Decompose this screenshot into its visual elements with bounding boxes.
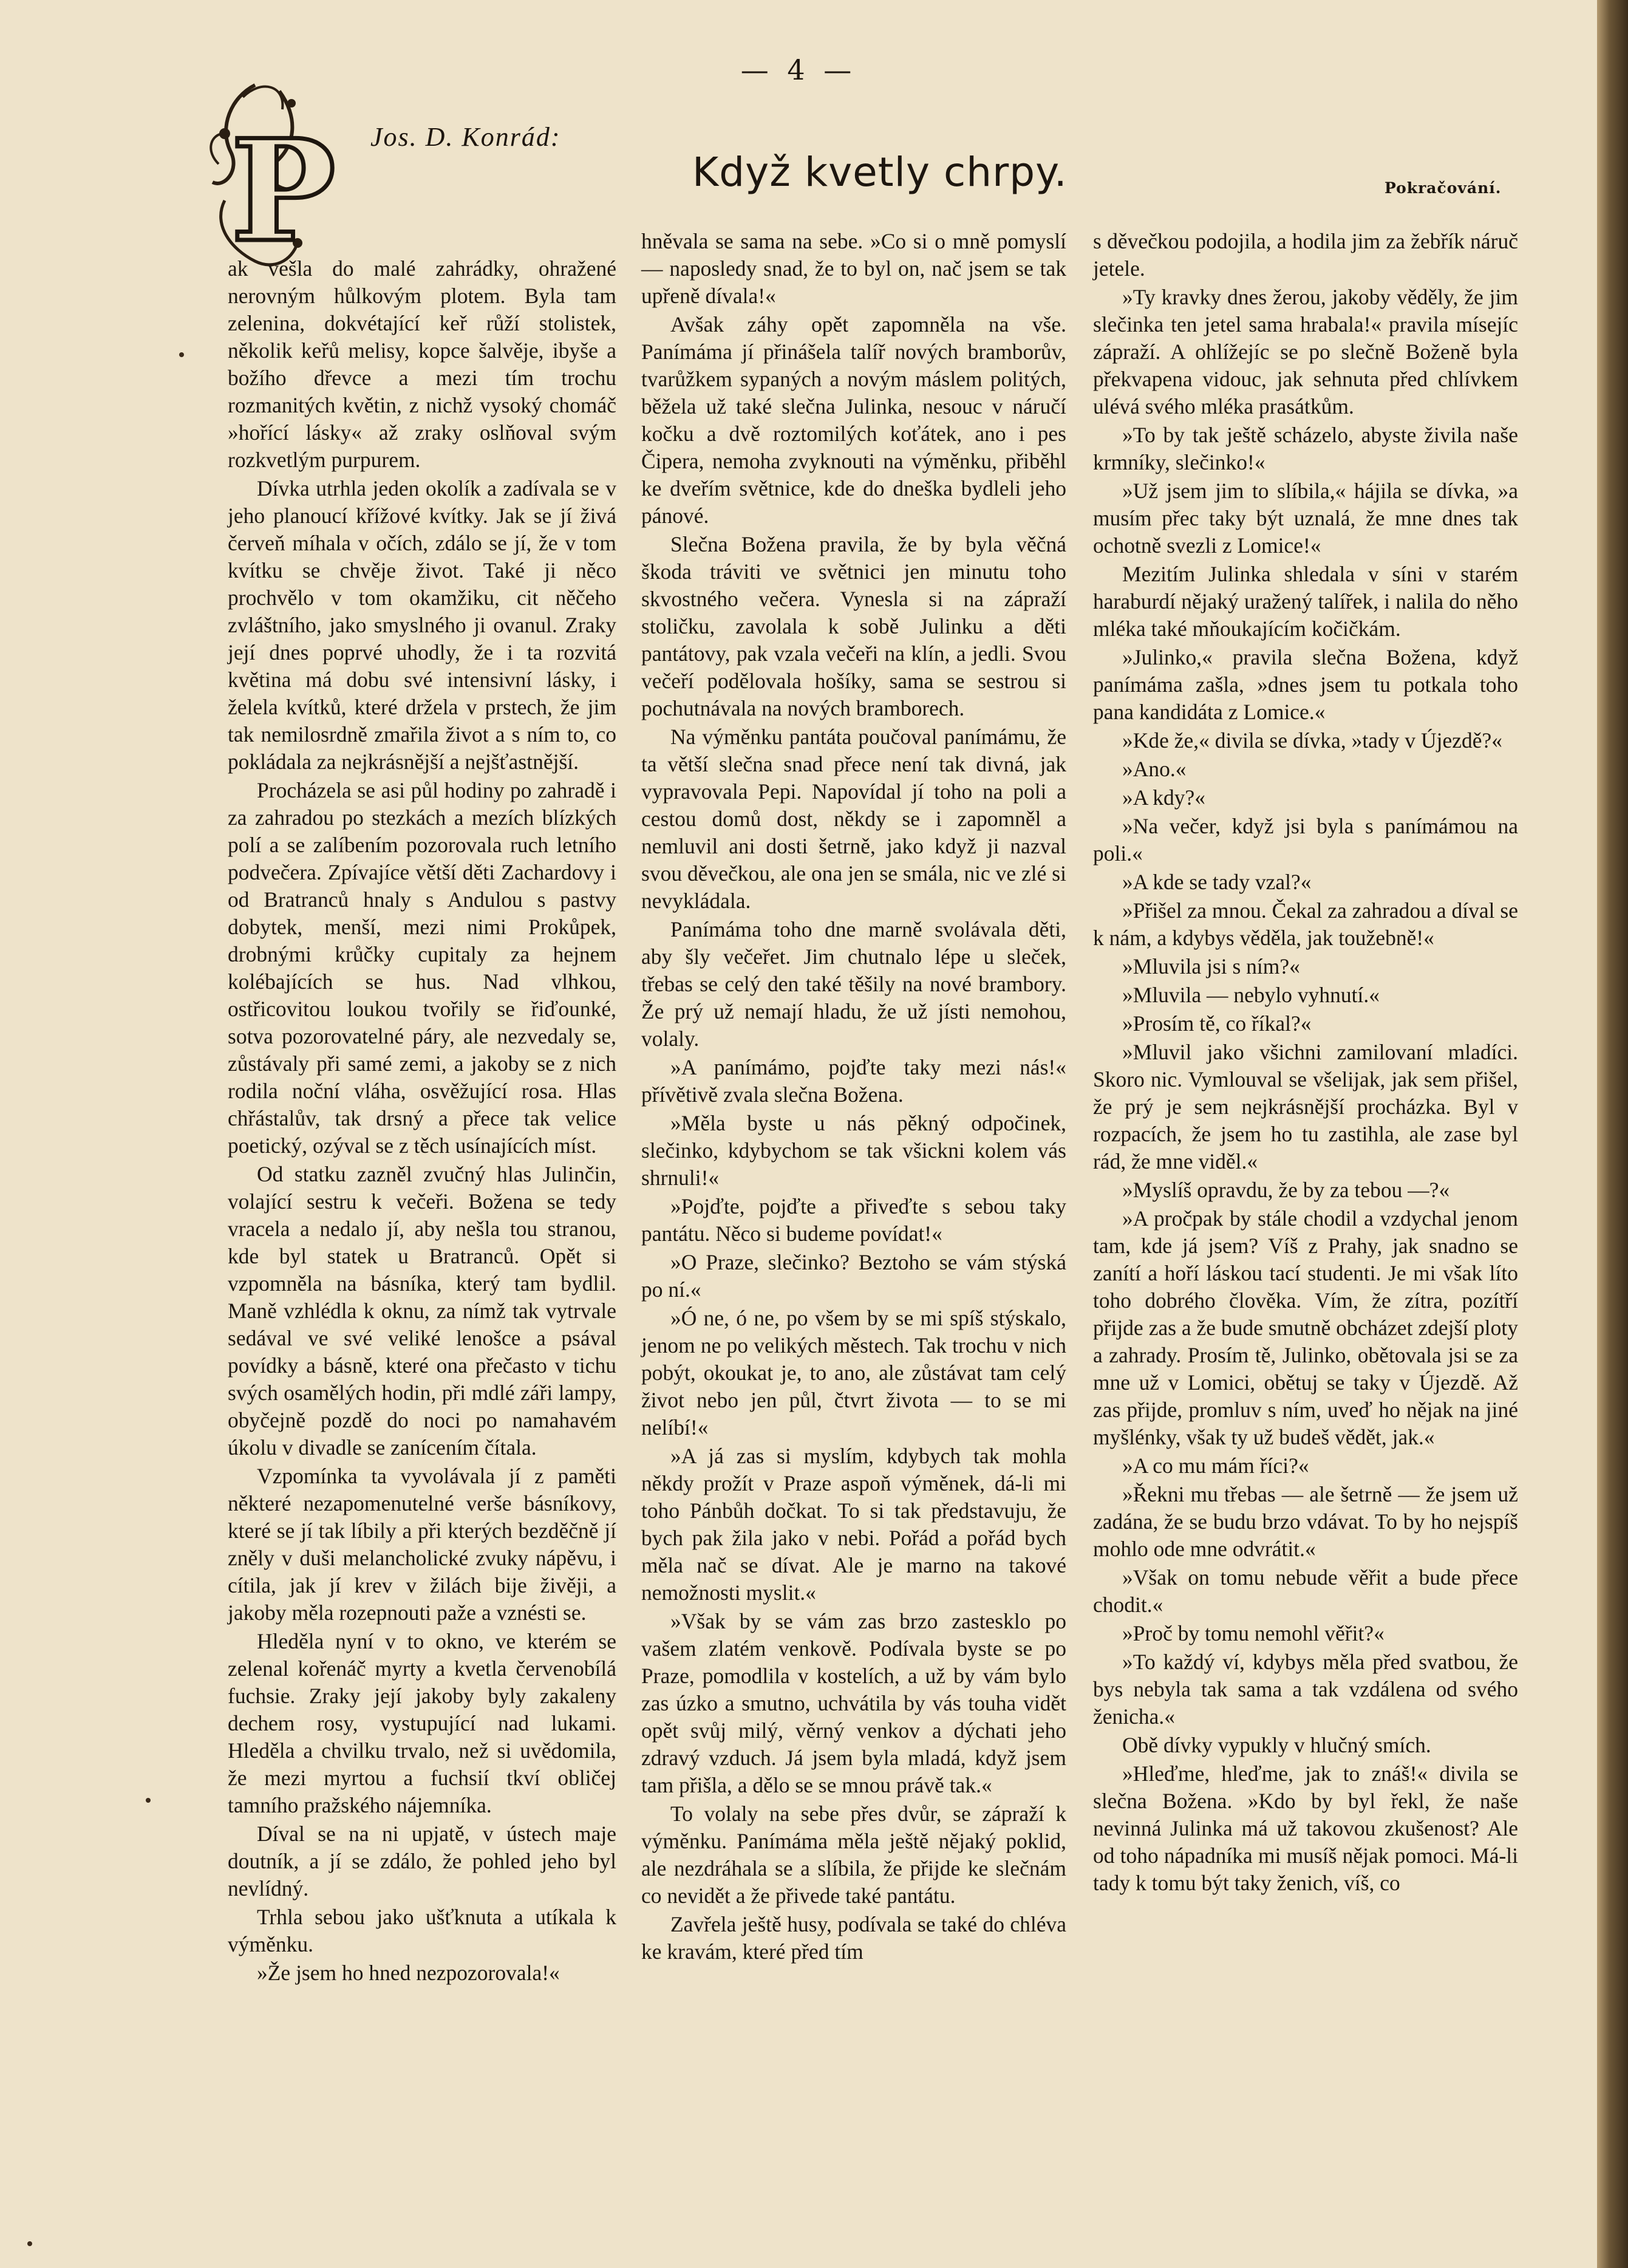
paragraph: »To každý ví, kdybys měla před svatbou, že bys nebyla tak sama a tak vzdálena od svého ženicha.«	[1093, 1650, 1518, 1729]
paragraph: Od statku zazněl zvučný hlas Julinčin, volající sestru k večeři. Božena se tedy vracela a nedalo jí, aby nešla tou stranou, kde byl statek u Bratranců. Opět si vzpomněla na básníka, který tam bydlil. Maně vzhlédla k oknu, za nímž tak vytrvale sedával ve své veliké lenošce a psával povídky a básně, které ona přečasto v tichu svých osamělých hodin, při mdlé záři lampy, obyčejně pozdě do noci po namahavém úkolu v divadle se zanícením čítala.	[228, 1162, 616, 1460]
drop-cap-letter: P	[231, 109, 336, 273]
paragraph: Avšak záhy opět zapomněla na vše. Panímáma jí přinášela talíř nových bramborův, tvarůžkem sypaných a novým máslem politých, běžela už také slečna Julinka, nesouc v náručí kočku a dvě roztomilých koťátek, ano i pes Čipera, nemoha zvyknouti na výměnku, přiběhl ke dveřím světnice, kde do dneška bydleli jeho pánové.	[641, 312, 1066, 528]
paragraph: »Prosím tě, co říkal?«	[1122, 1011, 1312, 1036]
paragraph: Díval se na ni upjatě, v ústech maje doutník, a jí se zdálo, že pohled jeho byl nevlídný.	[228, 1822, 616, 1901]
paragraph: »Řekni mu třebas — ale šetrně — že jsem už zadána, že se budu brzo vdávat. To by ho nejspíš mohlo ode mne odvrátit.«	[1093, 1482, 1518, 1561]
paragraph: »O Praze, slečinko? Beztoho se vám stýská po ní.«	[641, 1250, 1066, 1302]
paragraph: hněvala se sama na sebe. »Co si o mně pomyslí — naposledy snad, že to byl on, nač jsem se tak upřeně dívala!«	[641, 229, 1066, 308]
paragraph: Zavřela ještě husy, podívala se také do chléva ke kravám, které před tím	[641, 1912, 1066, 1964]
paragraph: Slečna Božena pravila, že by byla věčná škoda tráviti ve světnici jen minutu toho skvostného večera. Vynesla si na zápraží stoličku, zavolala k sobě Julinku a děti pantátovy, pak vzala večeři na klín, a jedli. Svou večeří podělovala hošíky, sama se sestrou si pochutnávala na nových bramborech.	[641, 532, 1066, 720]
paragraph: Dívka utrhla jeden okolík a zadívala se v jeho planoucí křížové kvítky. Jak se jí živá červeň míhala v očích, zdálo se jí, že v tom kvítku se chvěje život. Také ji něco prochvělo v tom okamžiku, cit něčeho zvláštního, jako smyslného ji ovanul. Zraky její dnes poprvé uhodly, že i ta rozvitá květina má dobu své intensivní lásky, i želela kvítků, které držela v prstech, že jim tak nemilosrdně zmařila život a s ním to, co pokládala za nejkrásnější a nejšťastnější.	[228, 476, 616, 774]
paragraph: »Proč by tomu nemohl věřit?«	[1122, 1621, 1384, 1645]
paragraph: »To by tak ještě scházelo, abyste živila naše krmníky, slečinko!«	[1093, 423, 1518, 474]
paragraph: Obě dívky vypukly v hlučný smích.	[1122, 1733, 1431, 1757]
paragraph: »A já zas si myslím, kdybych tak mohla někdy prožít v Praze aspoň výměnek, dá-li mi toho Pánbůh dočkat. To si tak představuju, že bych pak žila jako v nebi. Pořád a pořád bych měla nač se dívat. Ale je marno na takové nemožnosti myslit.«	[641, 1444, 1066, 1605]
ornamental-initial-icon	[206, 79, 336, 279]
paragraph: Na výměnku pantáta poučoval panímámu, že ta větší slečna snad přece není tak divná, jak vypravovala Pepi. Napovídal jí toho na poli a cestou domů dost, někdy se i zapomněl a nemluvil ani dosti šetrně, jako když ji nazval svou děvečkou, ale ona jen se smála, nic ve zlé si nevykládala.	[641, 725, 1066, 913]
book-spine-edge	[1597, 0, 1628, 2268]
paragraph: Mezitím Julinka shledala v síni v starém haraburdí nějaký uražený talířek, i nalila do něho mléka také mňoukajícím kočičkám.	[1093, 562, 1518, 641]
paragraph: »A pročpak by stále chodil a vzdychal jenom tam, kde já jsem? Víš z Prahy, jak snadno se zanítí a hoří láskou tací studenti. Je mi však líto toho dobrého člověka. Vím, že zítra, pozítří přijde zas a že bude smutně obcházet zdejší ploty a zahrady. Prosím tě, Julinko, obětovala jsi se za mne už v Lomici, obětuj se taky v Újezdě. Až zas přijde, promluv s ním, uveď ho nějak na jiné myšlénky, však ty už budeš vědět, jak.«	[1093, 1206, 1518, 1449]
paragraph: Procházela se asi půl hodiny po zahradě i za zahradou po stezkách a mezích blízkých polí a se zalíbením pozorovala ruch letního podvečera. Zpívajíce větší děti Zachardovy i od Bratranců hnaly s Andulou s pastvy dobytek, menší, mezi nimi Prokůpek, drobnými krůčky cupitaly za hejnem kolébajících se hus. Nad vlhkou, ostřicovitou loukou tvořily se řiďounké, sotva pozorovatelné páry, ale nezvedaly se, zůstávaly při samé zemi, a jakoby se z nich rodila noční vláha, osvěžující rosa. Hlas chřástalův, tak drsný a přece tak velice poetický, ozýval se z těch usínajících míst.	[228, 778, 616, 1158]
author-byline: Jos. D. Konrád:	[370, 122, 561, 152]
paragraph: To volaly na sebe přes dvůr, se zápraží k výměnku. Panímáma měla ještě nějaký poklid, ale nezdráhala se a slíbila, že přijde ke slečnám co nevidět a že přivede také pantátu.	[641, 1802, 1066, 1908]
page-number: — 4 —	[740, 53, 857, 86]
article-title: Když kvetly chrpy.	[692, 149, 1068, 196]
paragraph: »Mluvila — nebylo vyhnutí.«	[1122, 983, 1380, 1007]
paragraph: »Už jsem jim to slíbila,« hájila se dívka, »a musím přec taky být uznalá, že mne dnes tak ochotně svezli z Lomice!«	[1093, 479, 1518, 558]
paragraph: ak vešla do malé zahrádky, ohražené nerovným hůlkovým plotem. Byla tam zelenina, dokvétající keř růží stolistek, několik keřů melisy, kopce šalvěje, ibyše a božího dřevce a mezi tím trochu rozmanitých květin, z nichž vysoký chomáč »hořící lásky« až zraky oslňoval svým rozkvetlým purpurem.	[228, 256, 616, 472]
text-column-3	[1093, 228, 1518, 1898]
paragraph: »Mluvil jako všichni zamilovaní mladíci. Skoro nic. Vymlouval se všelijak, jak sem přišel, že prý je sem nejkrásnější procházka. Byl v rozpacích, že jsem ho tu zastihla, ale zase byl rád, že mne viděl.«	[1093, 1040, 1518, 1173]
paragraph: »A panímámo, pojďte taky mezi nás!« přívětivě zvala slečna Božena.	[641, 1055, 1066, 1107]
ink-speck	[146, 1798, 151, 1803]
paragraph: »Myslíš opravdu, že by za tebou —?«	[1122, 1178, 1450, 1202]
paragraph: »Ó ne, ó ne, po všem by se mi spíš stýskalo, jenom ne po velikých městech. Tak trochu v nich pobýt, okoukat je, to ano, ale zůstávat tam celý život nebo jen půl, čtvrt života — to se mi nelíbí!«	[641, 1306, 1066, 1440]
paragraph: Trhla sebou jako ušťknuta a utíkala k výměnku.	[228, 1905, 616, 1956]
paragraph: »Přišel za mnou. Čekal za zahradou a díval se k nám, a kdybys věděla, jak toužebně!«	[1093, 898, 1518, 950]
paragraph: »A kdy?«	[1122, 785, 1206, 810]
continuation-note: Pokračování.	[1384, 179, 1502, 197]
paragraph: »Však on tomu nebude věřit a bude přece chodit.«	[1093, 1565, 1518, 1617]
paragraph: s děvečkou podojila, a hodila jim za žebřík náruč jetele.	[1093, 229, 1518, 281]
paragraph: »Že jsem ho hned nezpozorovala!«	[257, 1961, 560, 1985]
paragraph: »Však by se vám zas brzo zastesklo po vašem zlatém venkově. Podívala byste se po Praze, pomodlila v kostelích, a už by vám bylo zas úzko a smutno, uchvátila by vás touha vidět opět svůj milý, věrný venkov a dýchati jeho zdravý vzduch. Já jsem byla mladá, když jsem tam přišla, a dělo se se mnou právě tak.«	[641, 1609, 1066, 1797]
ink-speck	[179, 352, 184, 357]
paragraph: »Mluvila jsi s ním?«	[1122, 954, 1300, 979]
paragraph: »Hleďme, hleďme, jak to znáš!« divila se slečna Božena. »Kdo by byl řekl, že naše nevinná Julinka má už takovou zkušenost? Ale od toho nápadníka mi musíš nějak pomoci. Má-li tady k tomu být taky ženich, víš, co	[1093, 1761, 1518, 1895]
paragraph: »A kde se tady vzal?«	[1122, 870, 1312, 894]
paragraph: »Na večer, když jsi byla s panímámou na poli.«	[1093, 814, 1518, 866]
ink-speck	[27, 2241, 32, 2246]
paragraph: »Kde že,« divila se dívka, »tady v Újezdě?«	[1122, 728, 1502, 753]
paragraph: »Ano.«	[1122, 757, 1187, 781]
paragraph: »Julinko,« pravila slečna Božena, když panímáma zašla, »dnes jsem tu potkala toho pana kandidáta z Lomice.«	[1093, 645, 1518, 724]
paragraph: Panímáma toho dne marně svolávala děti, aby šly večeřet. Jim chutnalo lépe u sleček, třebas se celý den také těšily na nové brambory. Že prý už nemají hladu, že už jísti nemohou, volaly.	[641, 917, 1066, 1051]
paragraph: Vzpomínka ta vyvolávala jí z paměti některé nezapomenutelné verše básníkovy, které se jí tak líbily a při kterých bezděčně jí zněly v duši melancholické zvuky nápěvu, i cítila, jak jí krev v žilách bije živěji, a jakoby měla rozepnouti paže a vznésti se.	[228, 1464, 616, 1625]
paragraph: »Ty kravky dnes žerou, jakoby věděly, že jim slečinka ten jetel sama hrabala!« pravila mísejíc zápraží. A ohlížejíc se po slečně Boženě byla překvapena vidouc, jak sehnuta před chlívkem ulévá svého mléka prasátkům.	[1093, 285, 1518, 418]
paragraph: Hleděla nyní v to okno, ve kterém se zelenal kořenáč myrty a kvetla červenobílá fuchsie. Zraky její jakoby byly zakaleny dechem rosy, vystupující nad lukami. Hleděla a chvilku trvalo, než si uvědomila, že mezi myrtou a fuchsií tkví obličej tamního pražského nájemníka.	[228, 1629, 616, 1817]
text-column-1	[228, 255, 616, 1988]
paragraph: »Měla byste u nás pěkný odpočinek, slečinko, kdybychom se tak všickni kolem vás shrnuli!«	[641, 1111, 1066, 1190]
paragraph: »A co mu mám říci?«	[1122, 1453, 1309, 1478]
paragraph: »Pojďte, pojďte a přiveďte s sebou taky pantátu. Něco si budeme povídat!«	[641, 1194, 1066, 1246]
text-column-2	[641, 228, 1066, 1967]
